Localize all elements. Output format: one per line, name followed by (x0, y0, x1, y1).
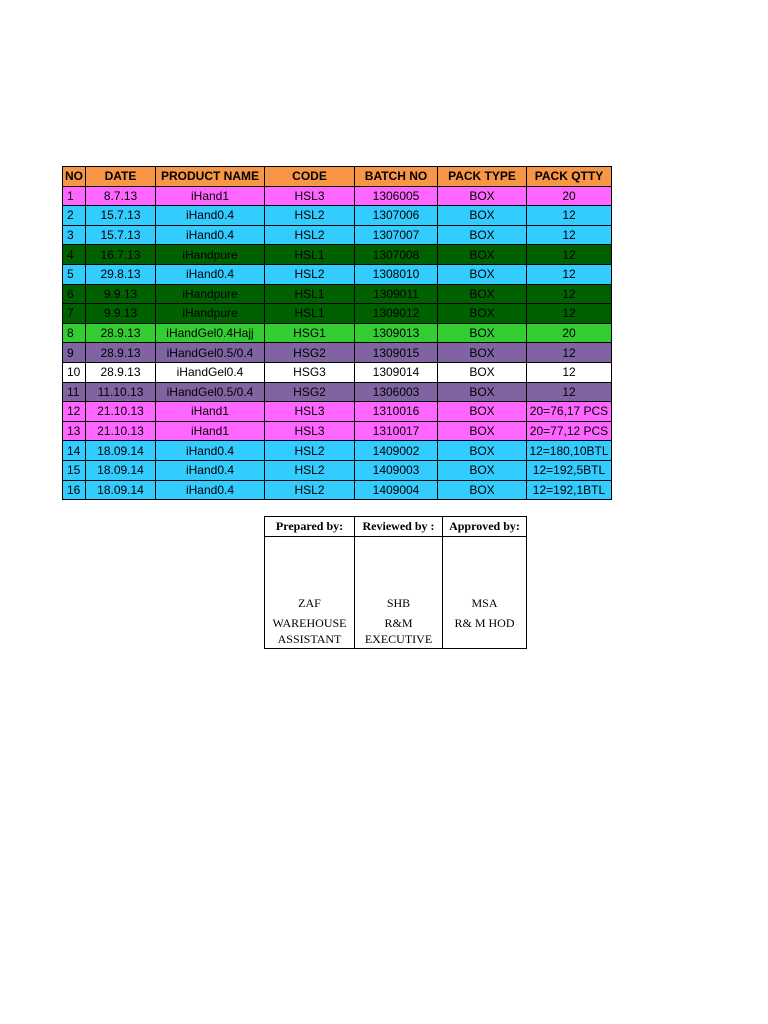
row-pack-qtty-cell: 12=180,10BTL (527, 441, 612, 461)
row-no-cell: 2 (63, 206, 86, 226)
row-product-name-cell: iHand0.4 (156, 225, 265, 245)
table-row (63, 245, 612, 265)
signature-header-row (265, 517, 527, 537)
row-date-cell: 18.09.14 (86, 480, 156, 500)
row-product-name-cell: iHandpure (156, 304, 265, 324)
row-batch-no-cell: 1309015 (355, 343, 438, 363)
prepared-by-cell (265, 537, 355, 649)
row-code-cell: HSG2 (265, 382, 355, 402)
row-batch-no-cell: 1409003 (355, 460, 438, 480)
prepared-by-title-line2: ASSISTANT (277, 632, 342, 646)
prepared-by-initials: ZAF (298, 596, 321, 610)
row-batch-no-cell: 1306003 (355, 382, 438, 402)
row-pack-type-cell: BOX (438, 421, 527, 441)
row-batch-no-cell: 1309013 (355, 323, 438, 343)
table-row (63, 264, 612, 284)
row-no-cell: 7 (63, 304, 86, 324)
reviewed-by-title-line2: EXECUTIVE (364, 632, 433, 646)
table-row (63, 225, 612, 245)
row-product-name-cell: iHand0.4 (156, 460, 265, 480)
row-code-cell: HSL1 (265, 284, 355, 304)
row-no-cell: 13 (63, 421, 86, 441)
row-pack-qtty-cell: 12 (527, 382, 612, 402)
row-no-cell: 12 (63, 402, 86, 422)
header-code: CODE (265, 167, 355, 187)
row-pack-type-cell: BOX (438, 402, 527, 422)
table-row (63, 186, 612, 206)
row-pack-qtty-cell: 12 (527, 304, 612, 324)
row-product-name-cell: iHand0.4 (156, 206, 265, 226)
row-product-name-cell: iHandGel0.5/0.4 (156, 343, 265, 363)
row-pack-type-cell: BOX (438, 323, 527, 343)
row-date-cell: 18.09.14 (86, 441, 156, 461)
table-row (63, 460, 612, 480)
row-no-cell: 14 (63, 441, 86, 461)
row-product-name-cell: iHand1 (156, 186, 265, 206)
row-batch-no-cell: 1409002 (355, 441, 438, 461)
row-pack-qtty-cell: 12 (527, 225, 612, 245)
table-row (63, 362, 612, 382)
row-pack-qtty-cell: 20 (527, 186, 612, 206)
row-date-cell: 28.9.13 (86, 343, 156, 363)
table-row (63, 421, 612, 441)
row-code-cell: HSL2 (265, 264, 355, 284)
row-code-cell: HSL3 (265, 421, 355, 441)
table-header-row (63, 167, 612, 187)
row-date-cell: 9.9.13 (86, 304, 156, 324)
table-row (63, 343, 612, 363)
row-batch-no-cell: 1310017 (355, 421, 438, 441)
row-pack-qtty-cell: 12 (527, 362, 612, 382)
row-date-cell: 15.7.13 (86, 225, 156, 245)
row-code-cell: HSG2 (265, 343, 355, 363)
reviewed-by-initials: SHB (386, 596, 411, 610)
row-pack-qtty-cell: 20=77,12 PCS (527, 421, 612, 441)
row-pack-qtty-cell: 12=192,5BTL (527, 460, 612, 480)
row-date-cell: 29.8.13 (86, 264, 156, 284)
row-date-cell: 18.09.14 (86, 460, 156, 480)
row-batch-no-cell: 1309011 (355, 284, 438, 304)
row-pack-qtty-cell: 20=76,17 PCS (527, 402, 612, 422)
table-row (63, 206, 612, 226)
row-code-cell: HSL3 (265, 402, 355, 422)
row-date-cell: 28.9.13 (86, 362, 156, 382)
row-date-cell: 9.9.13 (86, 284, 156, 304)
reviewed-by-title-line1: R&M (384, 616, 413, 630)
approved-by-initials: MSA (471, 596, 498, 610)
row-code-cell: HSL1 (265, 304, 355, 324)
table-row (63, 304, 612, 324)
row-code-cell: HSL2 (265, 225, 355, 245)
row-pack-type-cell: BOX (438, 460, 527, 480)
row-batch-no-cell: 1309012 (355, 304, 438, 324)
row-batch-no-cell: 1307008 (355, 245, 438, 265)
row-product-name-cell: iHand0.4 (156, 480, 265, 500)
header-batch-no: BATCH NO (355, 167, 438, 187)
row-pack-qtty-cell: 12 (527, 245, 612, 265)
table-row (63, 323, 612, 343)
row-pack-qtty-cell: 12 (527, 284, 612, 304)
approved-by-cell (443, 537, 527, 649)
row-product-name-cell: iHandGel0.4 (156, 362, 265, 382)
row-pack-type-cell: BOX (438, 225, 527, 245)
prepared-by-label: Prepared by: (265, 517, 355, 537)
row-pack-type-cell: BOX (438, 441, 527, 461)
batch-table (62, 166, 612, 500)
table-row (63, 284, 612, 304)
row-batch-no-cell: 1310016 (355, 402, 438, 422)
row-date-cell: 28.9.13 (86, 323, 156, 343)
header-no: NO (63, 167, 86, 187)
reviewed-by-label: Reviewed by : (355, 517, 443, 537)
row-batch-no-cell: 1306005 (355, 186, 438, 206)
table-row (63, 441, 612, 461)
row-product-name-cell: iHandGel0.4Hajj (156, 323, 265, 343)
row-date-cell: 21.10.13 (86, 402, 156, 422)
row-no-cell: 9 (63, 343, 86, 363)
row-product-name-cell: iHandpure (156, 284, 265, 304)
header-pack-type: PACK TYPE (438, 167, 527, 187)
row-code-cell: HSL2 (265, 480, 355, 500)
row-pack-type-cell: BOX (438, 186, 527, 206)
row-batch-no-cell: 1308010 (355, 264, 438, 284)
row-no-cell: 5 (63, 264, 86, 284)
table-row (63, 382, 612, 402)
row-batch-no-cell: 1409004 (355, 480, 438, 500)
row-pack-type-cell: BOX (438, 362, 527, 382)
row-no-cell: 10 (63, 362, 86, 382)
signature-body-row (265, 537, 527, 649)
row-pack-type-cell: BOX (438, 480, 527, 500)
row-no-cell: 16 (63, 480, 86, 500)
row-pack-type-cell: BOX (438, 284, 527, 304)
row-no-cell: 6 (63, 284, 86, 304)
row-pack-type-cell: BOX (438, 245, 527, 265)
row-product-name-cell: iHand0.4 (156, 441, 265, 461)
table-row (63, 402, 612, 422)
row-pack-qtty-cell: 20 (527, 323, 612, 343)
row-code-cell: HSL1 (265, 245, 355, 265)
header-date: DATE (86, 167, 156, 187)
row-code-cell: HSL2 (265, 206, 355, 226)
row-no-cell: 8 (63, 323, 86, 343)
row-batch-no-cell: 1307006 (355, 206, 438, 226)
row-no-cell: 1 (63, 186, 86, 206)
row-no-cell: 3 (63, 225, 86, 245)
row-product-name-cell: iHand0.4 (156, 264, 265, 284)
approved-by-label: Approved by: (443, 517, 527, 537)
row-no-cell: 4 (63, 245, 86, 265)
header-product-name: PRODUCT NAME (156, 167, 265, 187)
table-body (63, 186, 612, 500)
row-product-name-cell: iHandGel0.5/0.4 (156, 382, 265, 402)
row-no-cell: 11 (63, 382, 86, 402)
row-product-name-cell: iHand1 (156, 421, 265, 441)
row-product-name-cell: iHandpure (156, 245, 265, 265)
row-pack-qtty-cell: 12 (527, 264, 612, 284)
row-date-cell: 16.7.13 (86, 245, 156, 265)
row-date-cell: 15.7.13 (86, 206, 156, 226)
row-pack-type-cell: BOX (438, 382, 527, 402)
row-code-cell: HSG3 (265, 362, 355, 382)
row-pack-type-cell: BOX (438, 304, 527, 324)
row-batch-no-cell: 1307007 (355, 225, 438, 245)
table-row (63, 480, 612, 500)
row-pack-type-cell: BOX (438, 343, 527, 363)
row-product-name-cell: iHand1 (156, 402, 265, 422)
row-code-cell: HSL3 (265, 186, 355, 206)
row-batch-no-cell: 1309014 (355, 362, 438, 382)
row-code-cell: HSL2 (265, 460, 355, 480)
row-no-cell: 15 (63, 460, 86, 480)
row-pack-type-cell: BOX (438, 264, 527, 284)
approved-by-title-line1: R& M HOD (454, 616, 515, 630)
row-date-cell: 11.10.13 (86, 382, 156, 402)
row-date-cell: 8.7.13 (86, 186, 156, 206)
header-pack-qtty: PACK QTTY (527, 167, 612, 187)
row-pack-qtty-cell: 12 (527, 206, 612, 226)
row-date-cell: 21.10.13 (86, 421, 156, 441)
row-pack-type-cell: BOX (438, 206, 527, 226)
row-code-cell: HSG1 (265, 323, 355, 343)
row-pack-qtty-cell: 12=192,1BTL (527, 480, 612, 500)
row-code-cell: HSL2 (265, 441, 355, 461)
prepared-by-title-line1: WAREHOUSE (272, 616, 347, 630)
reviewed-by-cell (355, 537, 443, 649)
row-pack-qtty-cell: 12 (527, 343, 612, 363)
signature-table (264, 516, 527, 649)
